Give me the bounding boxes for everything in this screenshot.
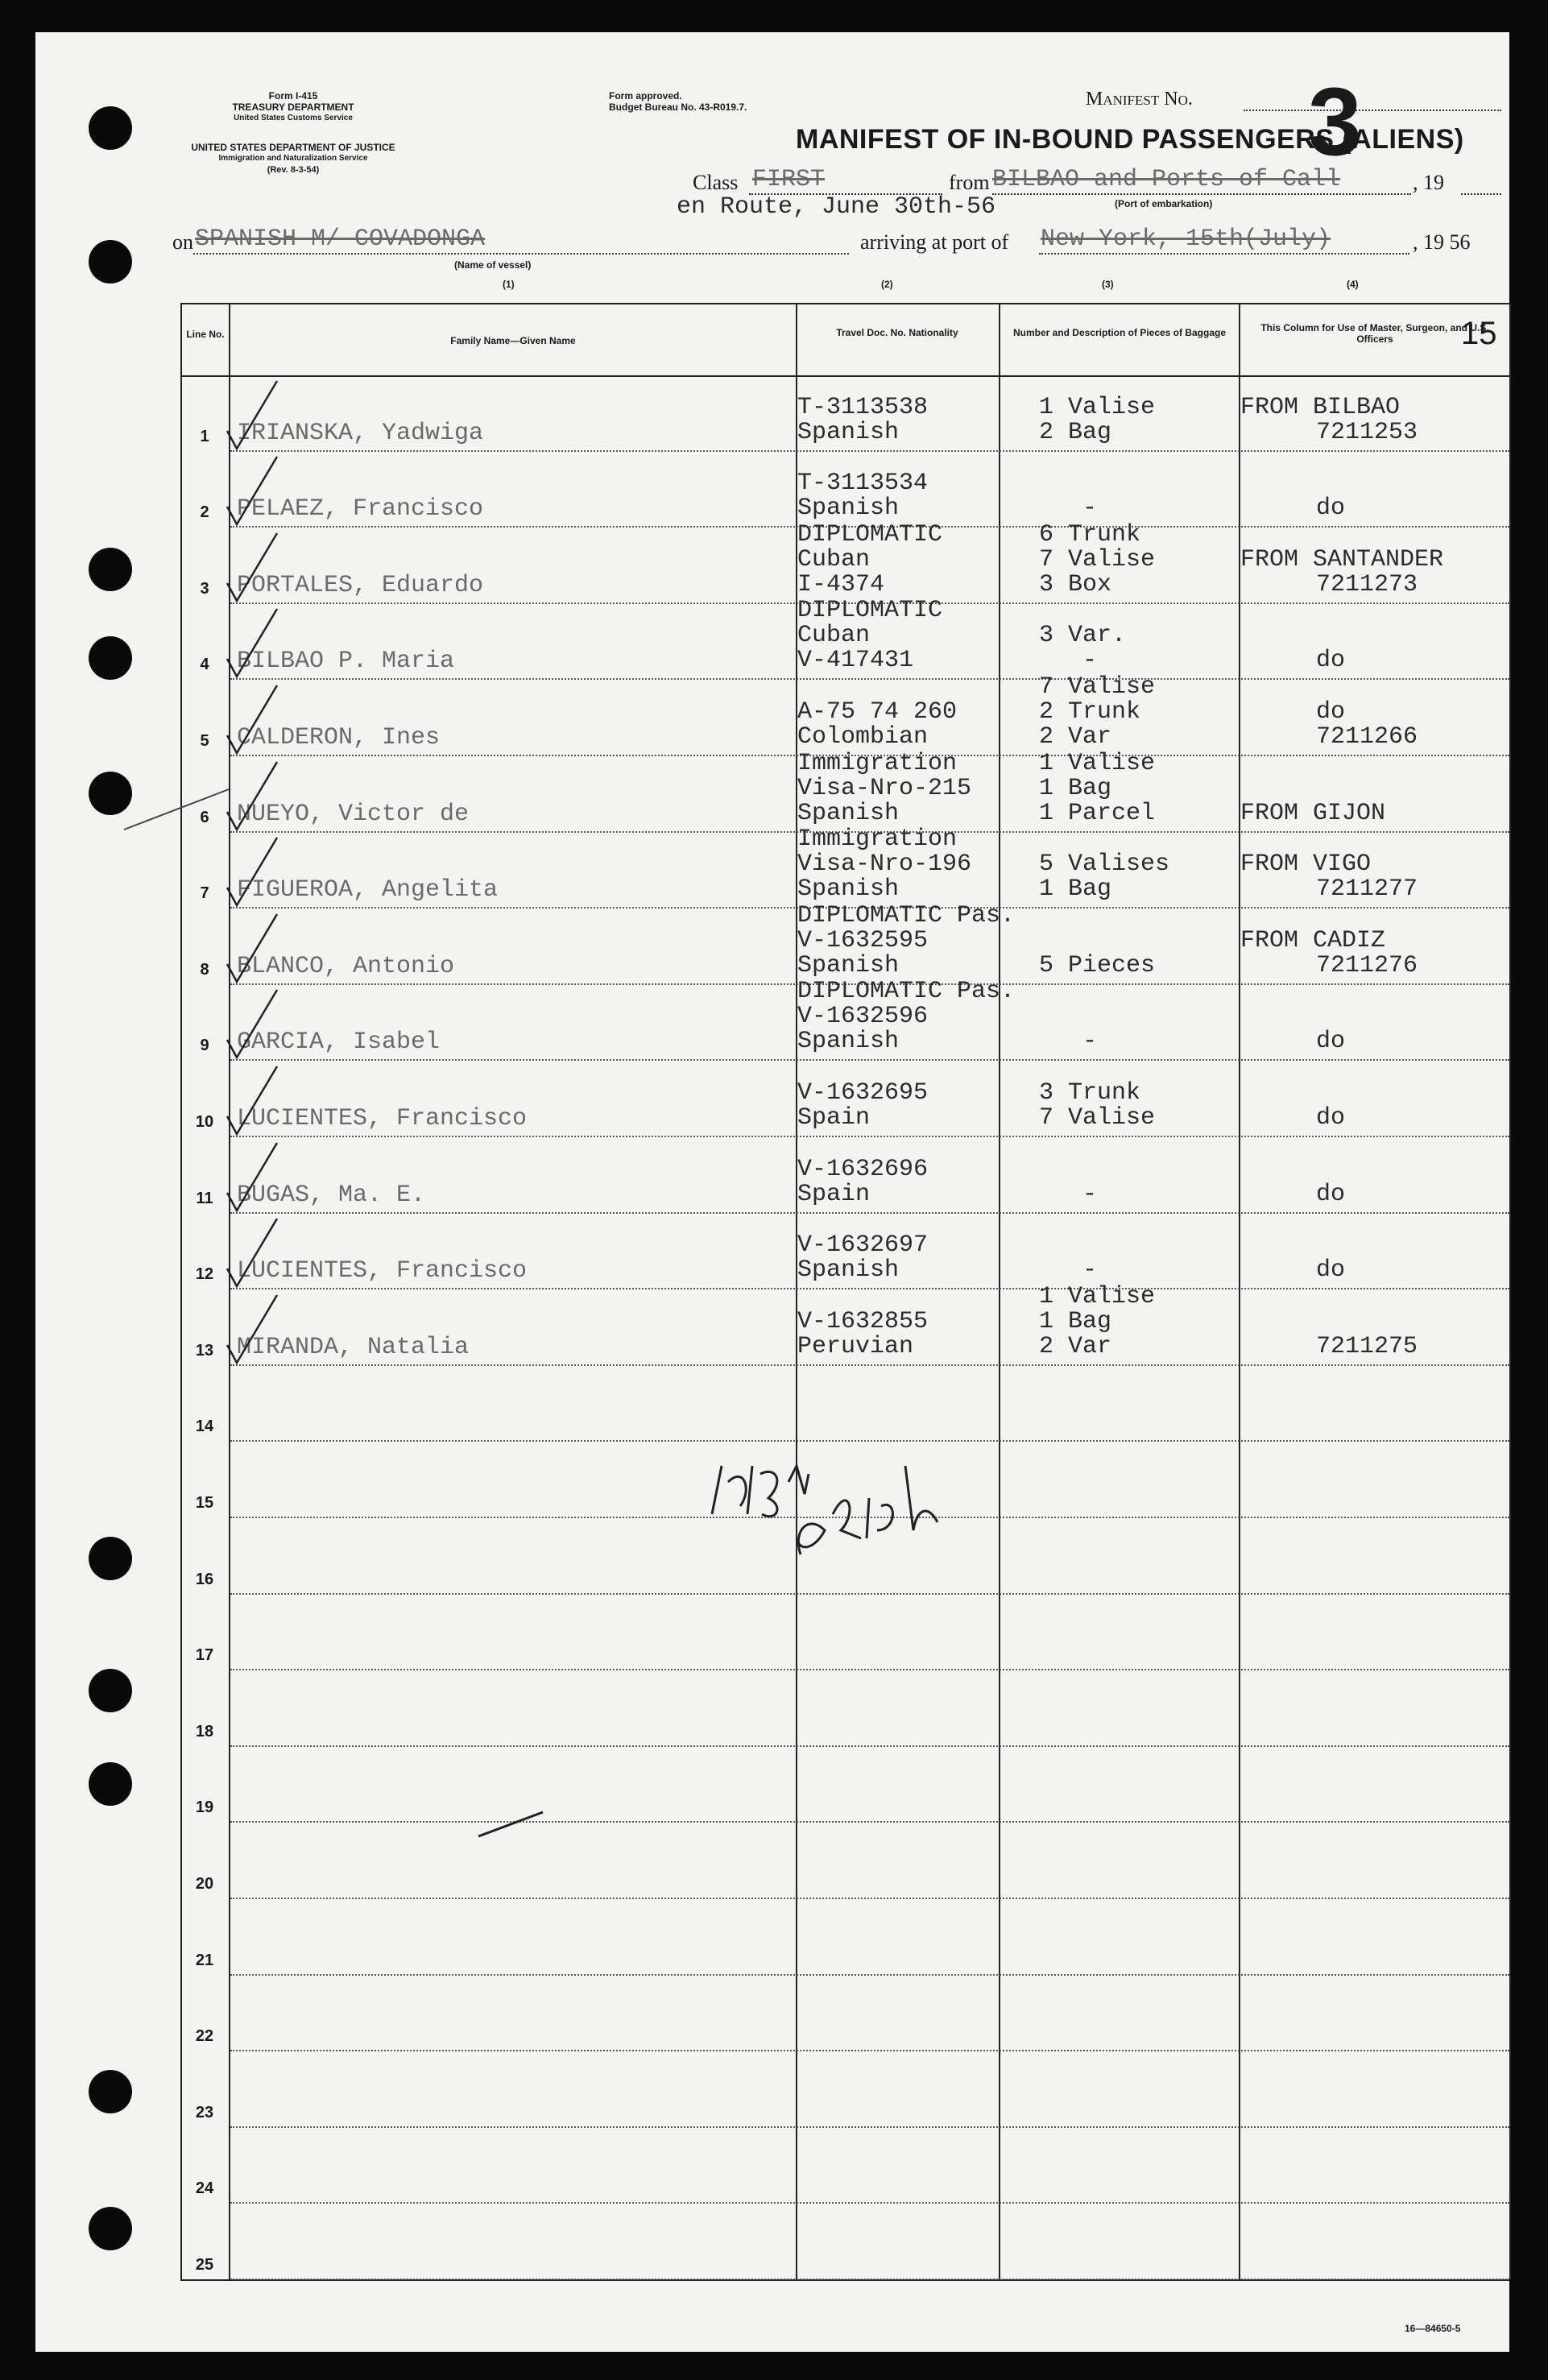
ins-service: Immigration and Naturalization Service [218,154,368,163]
travel-doc-line: Spanish [797,1256,900,1285]
baggage-line: 1 Valise [1039,393,1156,421]
baggage-line: 7 Valise [1039,545,1156,573]
row-number: 15 [195,1494,214,1512]
row-number: 25 [195,2256,214,2274]
row-divider [230,2202,1509,2204]
travel-doc-line: Immigration [797,749,958,777]
manifest-page [35,32,1509,2352]
punch-hole [89,636,132,680]
col-num-1: (1) [503,279,515,290]
baggage-line: 2 Trunk [1039,698,1141,726]
from-label: from [949,171,990,194]
passenger-name: BLANCO, Antonio [237,952,455,980]
punch-hole [89,1762,132,1806]
class-value: FIRST [752,166,826,193]
passenger-name: BUGAS, Ma. E. [237,1181,426,1209]
punch-hole [89,548,132,591]
year-prefix-1: , 19 [1413,171,1444,194]
punch-hole [89,240,132,284]
travel-doc-line: Colombian [797,723,929,751]
justice-dept: UNITED STATES DEPARTMENT OF JUSTICE [191,142,395,153]
check-mark [221,602,293,683]
col-num-4: (4) [1347,279,1359,290]
travel-doc-line: V-1632696 [797,1155,929,1183]
travel-doc-line: DIPLOMATIC Pas. [797,901,1016,929]
row-number: 21 [195,1951,214,1969]
row-number: 22 [195,2027,214,2046]
travel-doc-line: Spanish [797,1028,900,1056]
travel-doc-line: Spain [797,1180,871,1208]
passenger-name: FIGUEROA, Angelita [237,876,499,904]
passenger-name: LUCIENTES, Francisco [237,1257,528,1285]
officer-note-line: 7211266 [1316,723,1418,751]
travel-doc-line: Spain [797,1104,871,1132]
stray-mark [470,1804,551,1844]
row-divider [230,1364,1509,1366]
row-number: 3 [200,579,209,598]
col-header-name: Family Name—Given Name [450,335,576,346]
row-number: 14 [195,1418,214,1436]
baggage-line: 2 Bag [1039,418,1112,446]
col-header-line-no: Line No. [186,329,225,340]
passenger-name: PORTALES, Eduardo [237,571,484,599]
from-port: BILBAO and Ports of Call [992,166,1341,193]
baggage-line: 7 Valise [1039,673,1156,701]
handwritten-note [696,1418,954,1571]
travel-doc-line: DIPLOMATIC [797,597,943,625]
baggage-line: 3 Trunk [1039,1079,1141,1107]
row-divider [230,1898,1509,1899]
baggage-line: 5 Valises [1039,851,1170,879]
passenger-name: BILBAO P. Maria [237,648,455,676]
row-divider [230,2126,1509,2128]
baggage-line: 2 Var [1039,1332,1112,1360]
row-number: 4 [200,656,209,674]
row-number: 5 [200,732,209,750]
travel-doc-line: V-1632595 [797,926,929,954]
officer-note-line: 7211273 [1316,570,1418,598]
passenger-name: CALDERON, Ines [237,724,441,751]
row-divider [230,1669,1509,1670]
travel-doc-line: Spanish [797,951,900,979]
row-number: 10 [195,1113,214,1131]
form-approved: Form approved. [609,90,682,101]
travel-doc-line: Spanish [797,875,900,904]
passenger-name: GARCIA, Isabel [237,1029,441,1057]
en-route: en Route, June 30th-56 [677,193,996,221]
travel-doc-line: V-417431 [797,647,914,675]
check-mark [221,983,293,1064]
class-label: Class [693,171,739,194]
row-number: 17 [195,1646,214,1665]
row-divider [230,2050,1509,2051]
baggage-line: 1 Valise [1039,1282,1156,1310]
baggage-line: 2 Var [1039,723,1112,751]
row-divider [230,1288,1509,1289]
row-divider [230,1059,1509,1061]
baggage-line: 5 Pieces [1039,951,1156,979]
baggage-line: - [1082,647,1098,675]
travel-doc-line: Spanish [797,418,900,446]
row-divider [230,1974,1509,1976]
officer-note-line: FROM SANTANDER [1240,545,1444,573]
officer-note-line: FROM CADIZ [1240,926,1386,954]
vessel-name: SPANISH M/ COVADONGA [195,226,486,253]
manifest-number: 3 [1308,68,1362,176]
officer-note-line: FROM BILBAO [1240,393,1401,421]
check-mark [221,908,293,988]
passenger-name: PELAEZ, Francisco [237,495,484,524]
on-label: on [172,230,193,254]
customs-service: United States Customs Service [234,114,353,122]
row-divider [230,450,1509,452]
travel-doc-line: Cuban [797,545,871,573]
baggage-line: 1 Bag [1039,1307,1112,1335]
travel-doc-line: Immigration [797,826,958,854]
page-number: 15 [1461,316,1497,351]
manifest-title: MANIFEST OF IN-BOUND PASSENGERS (ALIENS) [796,124,1464,155]
travel-doc-line: Visa-Nro-196 [797,851,972,879]
travel-doc-line: DIPLOMATIC Pas. [797,978,1016,1006]
officer-note-line: do [1316,698,1346,726]
check-mark [221,1212,293,1293]
row-number: 6 [200,808,209,826]
col-num-2: (2) [881,279,893,290]
col-num-3: (3) [1102,279,1114,290]
col-header-travel-doc: Travel Doc. No. Nationality [836,327,958,338]
passenger-name: IRIANSKA, Yadwiga [237,419,484,447]
travel-doc-line: Visa-Nro-215 [797,774,972,802]
officer-note-line: 7211253 [1316,418,1418,446]
officer-note-line: FROM VIGO [1240,851,1372,879]
travel-doc-line: Cuban [797,622,871,650]
row-number: 16 [195,1570,214,1588]
travel-doc-line: Spanish [797,799,900,827]
baggage-line: 1 Bag [1039,875,1112,904]
stray-mark [116,781,245,846]
check-mark [221,527,293,607]
passenger-name: MIRANDA, Natalia [237,1333,470,1361]
row-divider [230,1745,1509,1747]
travel-doc-line: V-1632697 [797,1231,929,1260]
manifest-no-label: Manifest No. [1086,89,1193,110]
col-header-officers: This Column for Use of Master, Surgeon, and U.S. Officers [1260,322,1489,345]
travel-doc-line: T-3113538 [797,393,929,421]
treasury-dept: TREASURY DEPARTMENT [232,101,354,113]
vessel-caption: (Name of vessel) [454,259,532,271]
officer-note-line: 7211277 [1316,875,1418,904]
baggage-line: 3 Var. [1039,622,1127,650]
row-divider [230,1212,1509,1214]
row-number: 1 [200,427,209,445]
row-number: 19 [195,1798,214,1817]
form-revision: (Rev. 8-3-54) [267,165,320,175]
arriving-label: arriving at port of [860,230,1009,254]
row-number: 24 [195,2179,214,2198]
punch-hole [89,2070,132,2113]
check-mark [221,1060,293,1140]
check-mark [221,375,293,455]
officer-note-line: do [1316,1256,1346,1285]
row-divider [230,1821,1509,1823]
officer-note-line: 7211275 [1316,1332,1418,1360]
baggage-line: 1 Bag [1039,774,1112,802]
officer-note-line: FROM GIJON [1240,799,1386,827]
row-number: 18 [195,1722,214,1741]
travel-doc-line: V-1632855 [797,1307,929,1335]
check-mark [221,1289,293,1369]
officer-note-line: 7211276 [1316,951,1418,979]
row-number: 12 [195,1265,214,1284]
punch-hole [89,106,132,150]
baggage-line: 1 Parcel [1039,799,1156,827]
baggage-line: - [1082,495,1098,523]
officer-note-line: do [1316,1180,1346,1208]
baggage-line: 6 Trunk [1039,520,1141,548]
arrival-year: , 19 56 [1413,230,1471,254]
travel-doc-line: T-3113534 [797,470,929,498]
budget-bureau: Budget Bureau No. 43-R019.7. [609,101,747,113]
footer-code: 16—84650-5 [1405,2323,1461,2334]
passenger-name: NUEYO, Victor de [237,800,470,828]
row-number: 9 [200,1037,209,1055]
officer-note-line: do [1316,1104,1346,1132]
row-number: 11 [196,1189,213,1207]
travel-doc-line: Peruvian [797,1332,914,1360]
col-header-baggage: Number and Description of Pieces of Baggage [1012,327,1227,338]
passenger-name: LUCIENTES, Francisco [237,1105,528,1132]
punch-hole [89,1537,132,1580]
travel-doc-line: V-1632695 [797,1079,929,1107]
baggage-line: 1 Valise [1039,749,1156,777]
travel-doc-line: I-4374 [797,570,885,598]
baggage-line: - [1082,1180,1098,1208]
row-divider [230,1136,1509,1137]
arrival-port: New York, 15th(July) [1041,226,1331,253]
row-divider [230,678,1509,680]
baggage-line: 3 Box [1039,570,1112,598]
officer-note-line: do [1316,1028,1346,1056]
punch-hole [89,2207,132,2250]
row-number: 2 [200,503,209,522]
baggage-line: - [1082,1028,1098,1056]
row-number: 23 [195,2103,214,2121]
travel-doc-line: DIPLOMATIC [797,520,943,548]
row-number: 13 [195,1341,214,1360]
check-mark [221,1136,293,1217]
punch-hole [89,1669,132,1712]
baggage-line: 7 Valise [1039,1104,1156,1132]
port-caption: (Port of embarkation) [1115,198,1213,209]
check-mark [221,450,293,531]
row-divider [230,2279,1509,2280]
row-number: 7 [200,884,209,903]
check-mark [221,679,293,760]
baggage-line: - [1082,1256,1098,1285]
row-number: 20 [195,1875,214,1893]
form-id: Form I-415 [268,90,318,101]
row-number: 8 [200,960,209,979]
row-divider [230,1593,1509,1595]
officer-note-line: do [1316,495,1346,523]
travel-doc-line: Spanish [797,495,900,523]
officer-note-line: do [1316,647,1346,675]
travel-doc-line: A-75 74 260 [797,698,958,726]
travel-doc-line: V-1632596 [797,1003,929,1031]
